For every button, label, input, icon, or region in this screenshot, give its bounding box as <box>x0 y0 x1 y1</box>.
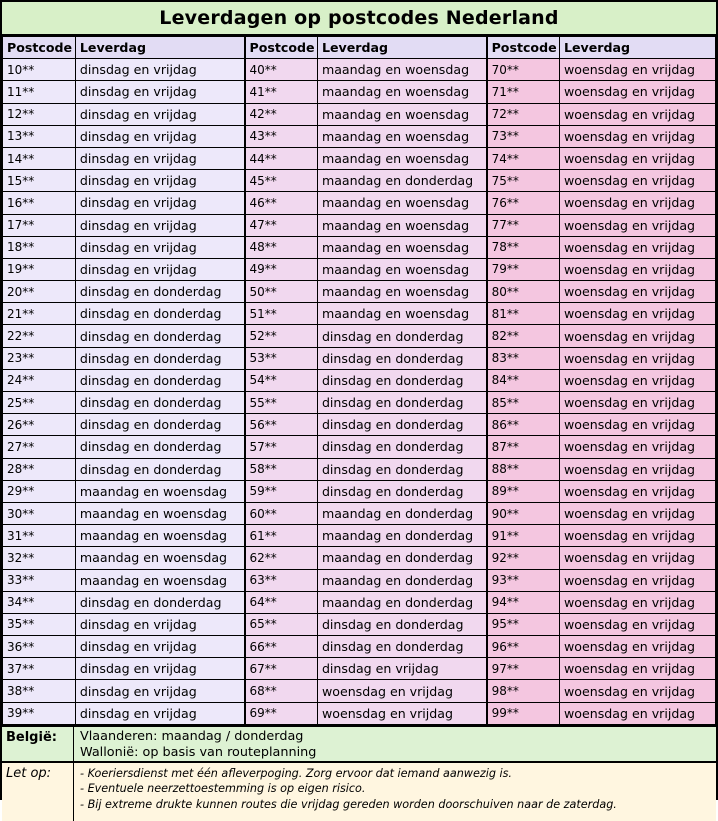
let-op-note: - Eventuele neerzettoestemming is op eigen risico. <box>80 782 366 796</box>
postcode-cell: 42** <box>245 103 318 125</box>
table-row <box>3 525 716 547</box>
postcode-cell: 90** <box>487 502 560 524</box>
leverdag-cell: woensdag en vrijdag <box>559 658 715 680</box>
leverdag-cell: dinsdag en donderdag <box>75 436 244 458</box>
leverdag-cell: dinsdag en vrijdag <box>75 680 244 702</box>
leverdag-cell: woensdag en vrijdag <box>317 680 486 702</box>
postcode-cell: 37** <box>3 658 76 680</box>
table-row <box>3 613 716 635</box>
postcode-cell: 43** <box>245 125 318 147</box>
postcode-cell: 73** <box>487 125 560 147</box>
postcode-cell: 44** <box>245 147 318 169</box>
postcode-cell: 95** <box>487 613 560 635</box>
belgie-lines <box>74 727 322 761</box>
belgie-line-vlaanderen: Vlaanderen: maandag / donderdag <box>80 728 304 744</box>
leverdag-cell: maandag en woensdag <box>317 236 486 258</box>
leverdag-cell: maandag en donderdag <box>317 525 486 547</box>
leverdag-cell: dinsdag en vrijdag <box>75 636 244 658</box>
leverdag-cell: dinsdag en donderdag <box>75 392 244 414</box>
postcode-cell: 83** <box>487 347 560 369</box>
header-postcode-3: Postcode <box>487 37 560 59</box>
table-row <box>3 258 716 280</box>
postcode-cell: 18** <box>3 236 76 258</box>
postcode-cell: 98** <box>487 680 560 702</box>
belgie-label: België: <box>2 727 74 761</box>
postcode-cell: 65** <box>245 613 318 635</box>
leverdag-cell: woensdag en vrijdag <box>559 458 715 480</box>
postcode-cell: 51** <box>245 303 318 325</box>
leverdag-cell: woensdag en vrijdag <box>559 613 715 635</box>
leverdag-cell: maandag en donderdag <box>317 569 486 591</box>
leverdag-cell: woensdag en vrijdag <box>559 192 715 214</box>
leverdag-cell: dinsdag en donderdag <box>75 369 244 391</box>
postcode-cell: 70** <box>487 59 560 81</box>
postcode-cell: 36** <box>3 636 76 658</box>
postcode-cell: 80** <box>487 281 560 303</box>
leverdag-cell: dinsdag en vrijdag <box>75 59 244 81</box>
table-row <box>3 480 716 502</box>
table-row <box>3 458 716 480</box>
table-row <box>3 170 716 192</box>
postcode-cell: 81** <box>487 303 560 325</box>
leverdag-cell: dinsdag en donderdag <box>317 480 486 502</box>
leverdag-cell: dinsdag en donderdag <box>317 325 486 347</box>
table-row <box>3 547 716 569</box>
leverdag-cell: maandag en woensdag <box>317 125 486 147</box>
leverdag-cell: maandag en woensdag <box>317 281 486 303</box>
leverdag-cell: woensdag en vrijdag <box>559 170 715 192</box>
postcode-cell: 50** <box>245 281 318 303</box>
leverdag-cell: dinsdag en vrijdag <box>75 258 244 280</box>
postcode-cell: 40** <box>245 59 318 81</box>
table-row <box>3 303 716 325</box>
leverdag-cell: maandag en donderdag <box>317 547 486 569</box>
leverdag-cell: woensdag en vrijdag <box>559 303 715 325</box>
postcode-cell: 66** <box>245 636 318 658</box>
postcode-cell: 10** <box>3 59 76 81</box>
postcode-cell: 15** <box>3 170 76 192</box>
header-leverdag-3: Leverdag <box>559 37 715 59</box>
postcode-cell: 35** <box>3 613 76 635</box>
postcode-cell: 76** <box>487 192 560 214</box>
postcode-cell: 14** <box>3 147 76 169</box>
leverdag-cell: woensdag en vrijdag <box>317 702 486 724</box>
leverdag-cell: dinsdag en donderdag <box>317 369 486 391</box>
postcode-cell: 61** <box>245 525 318 547</box>
postcode-cell: 23** <box>3 347 76 369</box>
table-row <box>3 569 716 591</box>
leverdag-cell: dinsdag en donderdag <box>75 303 244 325</box>
postcode-cell: 93** <box>487 569 560 591</box>
page-title: Leverdagen op postcodes Nederland <box>159 7 559 29</box>
let-op-notes <box>74 763 623 821</box>
table-row <box>3 436 716 458</box>
table-row <box>3 125 716 147</box>
postcode-cell: 29** <box>3 480 76 502</box>
let-op-note: - Bij extreme drukte kunnen routes die vrijdag gereden worden doorschuiven naar de zaterdag. <box>80 797 617 811</box>
postcode-cell: 91** <box>487 525 560 547</box>
leverdag-cell: woensdag en vrijdag <box>559 480 715 502</box>
postcode-cell: 71** <box>487 81 560 103</box>
leverdag-cell: maandag en woensdag <box>317 192 486 214</box>
postcode-cell: 19** <box>3 258 76 280</box>
leverdag-cell: maandag en woensdag <box>317 214 486 236</box>
postcode-cell: 92** <box>487 547 560 569</box>
leverdag-cell: dinsdag en donderdag <box>317 347 486 369</box>
postcode-cell: 52** <box>245 325 318 347</box>
postcode-cell: 32** <box>3 547 76 569</box>
leverdag-cell: maandag en donderdag <box>317 591 486 613</box>
leverdag-cell: dinsdag en vrijdag <box>317 658 486 680</box>
header-leverdag-1: Leverdag <box>75 37 244 59</box>
postcode-cell: 26** <box>3 414 76 436</box>
leverdag-cell: maandag en woensdag <box>317 59 486 81</box>
postcode-cell: 21** <box>3 303 76 325</box>
postcode-cell: 13** <box>3 125 76 147</box>
postcode-cell: 75** <box>487 170 560 192</box>
table-row <box>3 392 716 414</box>
postcode-cell: 41** <box>245 81 318 103</box>
leverdag-cell: maandag en woensdag <box>317 303 486 325</box>
leverdag-cell: dinsdag en vrijdag <box>75 170 244 192</box>
leverdag-cell: maandag en donderdag <box>317 170 486 192</box>
leverdag-cell: dinsdag en donderdag <box>317 414 486 436</box>
leverdag-cell: woensdag en vrijdag <box>559 236 715 258</box>
belgie-line-wallonie: Wallonië: op basis van routeplanning <box>80 744 317 760</box>
postcode-cell: 84** <box>487 369 560 391</box>
postcode-cell: 99** <box>487 702 560 724</box>
leverdag-cell: dinsdag en vrijdag <box>75 192 244 214</box>
postcode-cell: 17** <box>3 214 76 236</box>
postcode-cell: 11** <box>3 81 76 103</box>
leverdag-cell: dinsdag en donderdag <box>75 414 244 436</box>
table-row <box>3 236 716 258</box>
leverdag-cell: woensdag en vrijdag <box>559 103 715 125</box>
leverdag-cell: maandag en woensdag <box>317 81 486 103</box>
postcode-cell: 20** <box>3 281 76 303</box>
postcode-cell: 30** <box>3 502 76 524</box>
leverdag-cell: woensdag en vrijdag <box>559 502 715 524</box>
leverdag-cell: dinsdag en vrijdag <box>75 125 244 147</box>
header-postcode-2: Postcode <box>245 37 318 59</box>
postcode-cell: 74** <box>487 147 560 169</box>
leverdag-cell: dinsdag en donderdag <box>75 458 244 480</box>
table-row <box>3 414 716 436</box>
postcode-cell: 33** <box>3 569 76 591</box>
leverdag-cell: woensdag en vrijdag <box>559 147 715 169</box>
table-body <box>3 59 716 725</box>
leverdag-cell: dinsdag en vrijdag <box>75 81 244 103</box>
header-postcode-1: Postcode <box>3 37 76 59</box>
postcode-cell: 67** <box>245 658 318 680</box>
leverdag-cell: woensdag en vrijdag <box>559 392 715 414</box>
leverdag-cell: dinsdag en donderdag <box>75 347 244 369</box>
leverdag-cell: woensdag en vrijdag <box>559 525 715 547</box>
postcode-cell: 46** <box>245 192 318 214</box>
postcode-cell: 82** <box>487 325 560 347</box>
table-row <box>3 81 716 103</box>
postcode-cell: 85** <box>487 392 560 414</box>
postcode-cell: 79** <box>487 258 560 280</box>
postcode-cell: 62** <box>245 547 318 569</box>
leverdag-cell: woensdag en vrijdag <box>559 325 715 347</box>
postcode-cell: 96** <box>487 636 560 658</box>
leverdag-cell: maandag en woensdag <box>317 147 486 169</box>
postcode-cell: 39** <box>3 702 76 724</box>
postcode-cell: 12** <box>3 103 76 125</box>
postcode-cell: 86** <box>487 414 560 436</box>
leverdag-cell: maandag en woensdag <box>317 258 486 280</box>
postcode-cell: 57** <box>245 436 318 458</box>
leverdag-cell: dinsdag en donderdag <box>317 458 486 480</box>
table-row <box>3 214 716 236</box>
table-row <box>3 702 716 724</box>
postcode-cell: 38** <box>3 680 76 702</box>
leverdag-cell: dinsdag en donderdag <box>75 325 244 347</box>
postcode-cell: 88** <box>487 458 560 480</box>
leverdag-cell: woensdag en vrijdag <box>559 369 715 391</box>
leverdag-cell: dinsdag en donderdag <box>317 392 486 414</box>
leverdag-cell: woensdag en vrijdag <box>559 636 715 658</box>
postcode-cell: 48** <box>245 236 318 258</box>
leverdag-cell: woensdag en vrijdag <box>559 81 715 103</box>
leverdag-cell: woensdag en vrijdag <box>559 347 715 369</box>
leverdag-cell: dinsdag en donderdag <box>317 636 486 658</box>
postcode-cell: 28** <box>3 458 76 480</box>
leverdag-cell: maandag en woensdag <box>75 569 244 591</box>
leverdag-cell: dinsdag en donderdag <box>75 281 244 303</box>
postcode-cell: 54** <box>245 369 318 391</box>
leverdag-cell: maandag en woensdag <box>75 480 244 502</box>
postcode-cell: 94** <box>487 591 560 613</box>
leverdag-cell: dinsdag en vrijdag <box>75 658 244 680</box>
postcode-cell: 56** <box>245 414 318 436</box>
leverdag-cell: maandag en woensdag <box>75 502 244 524</box>
leverdag-cell: woensdag en vrijdag <box>559 569 715 591</box>
table-row <box>3 658 716 680</box>
table-row <box>3 103 716 125</box>
header-leverdag-2: Leverdag <box>317 37 486 59</box>
table-row <box>3 636 716 658</box>
postcode-cell: 69** <box>245 702 318 724</box>
leverdag-cell: woensdag en vrijdag <box>559 414 715 436</box>
postcode-cell: 58** <box>245 458 318 480</box>
leverdag-cell: woensdag en vrijdag <box>559 258 715 280</box>
postcode-cell: 63** <box>245 569 318 591</box>
postcode-cell: 87** <box>487 436 560 458</box>
postcode-cell: 60** <box>245 502 318 524</box>
leverdag-cell: woensdag en vrijdag <box>559 59 715 81</box>
leverdag-cell: dinsdag en donderdag <box>317 613 486 635</box>
postcode-cell: 78** <box>487 236 560 258</box>
table-row <box>3 59 716 81</box>
let-op-label: Let op: <box>2 763 74 821</box>
let-op-note: - Koeriersdienst met één afleverpoging. Zorg ervoor dat iemand aanwezig is. <box>80 766 512 780</box>
postcode-cell: 31** <box>3 525 76 547</box>
postcode-cell: 59** <box>245 480 318 502</box>
leverdag-cell: dinsdag en vrijdag <box>75 214 244 236</box>
postcode-cell: 24** <box>3 369 76 391</box>
table-row <box>3 147 716 169</box>
leverdag-cell: maandag en donderdag <box>317 502 486 524</box>
table-row <box>3 591 716 613</box>
leverdag-cell: maandag en woensdag <box>75 525 244 547</box>
leverdag-cell: dinsdag en donderdag <box>75 591 244 613</box>
leverdag-cell: dinsdag en donderdag <box>317 436 486 458</box>
leverdag-cell: dinsdag en vrijdag <box>75 147 244 169</box>
leverdag-cell: woensdag en vrijdag <box>559 702 715 724</box>
postcode-cell: 47** <box>245 214 318 236</box>
leverdag-cell: dinsdag en vrijdag <box>75 236 244 258</box>
leverdag-cell: maandag en woensdag <box>75 547 244 569</box>
leverdag-cell: maandag en woensdag <box>317 103 486 125</box>
postcode-cell: 97** <box>487 658 560 680</box>
postcode-table <box>2 36 716 725</box>
leverdag-cell: dinsdag en vrijdag <box>75 613 244 635</box>
leverdag-cell: woensdag en vrijdag <box>559 680 715 702</box>
table-row <box>3 325 716 347</box>
leverdag-cell: woensdag en vrijdag <box>559 591 715 613</box>
leverdag-cell: woensdag en vrijdag <box>559 125 715 147</box>
belgie-section <box>2 725 716 763</box>
leverdag-cell: woensdag en vrijdag <box>559 436 715 458</box>
leverdag-cell: woensdag en vrijdag <box>559 547 715 569</box>
postcode-cell: 64** <box>245 591 318 613</box>
table-row <box>3 347 716 369</box>
table-row <box>3 502 716 524</box>
postcode-cell: 45** <box>245 170 318 192</box>
table-row <box>3 281 716 303</box>
postcode-cell: 72** <box>487 103 560 125</box>
postcode-cell: 27** <box>3 436 76 458</box>
leverdag-cell: dinsdag en vrijdag <box>75 702 244 724</box>
table-header-row <box>3 37 716 59</box>
table-row <box>3 680 716 702</box>
postcode-cell: 16** <box>3 192 76 214</box>
postcode-cell: 55** <box>245 392 318 414</box>
leverdag-cell: dinsdag en vrijdag <box>75 103 244 125</box>
let-op-section <box>2 763 716 821</box>
postcode-cell: 25** <box>3 392 76 414</box>
leverdag-cell: woensdag en vrijdag <box>559 281 715 303</box>
postcode-cell: 53** <box>245 347 318 369</box>
postcode-cell: 22** <box>3 325 76 347</box>
leverdag-cell: woensdag en vrijdag <box>559 214 715 236</box>
title-bar <box>2 2 716 36</box>
postcode-cell: 68** <box>245 680 318 702</box>
postcode-cell: 89** <box>487 480 560 502</box>
postcode-cell: 77** <box>487 214 560 236</box>
table-row <box>3 192 716 214</box>
postcode-cell: 34** <box>3 591 76 613</box>
postcode-cell: 49** <box>245 258 318 280</box>
table-row <box>3 369 716 391</box>
